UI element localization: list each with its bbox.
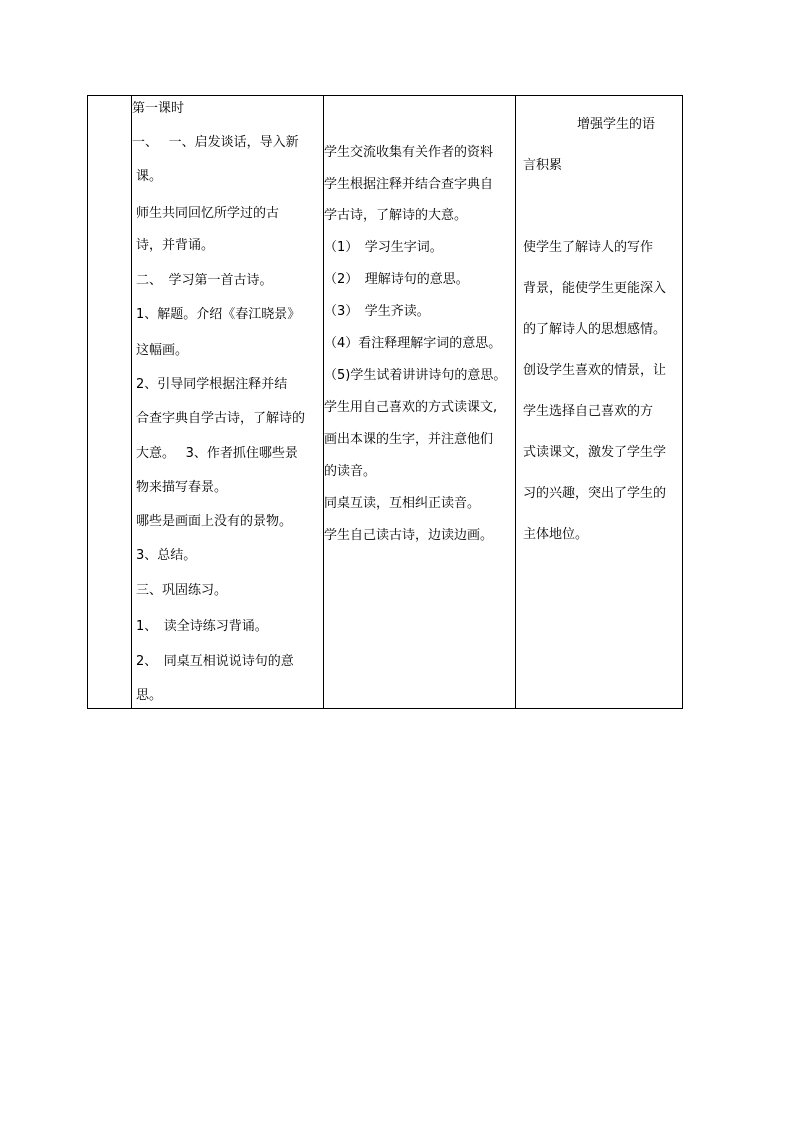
text-line: 师生共同回忆所学过的古 xyxy=(136,206,280,221)
text-line: 学生交流收集有关作者的资料 xyxy=(324,145,494,160)
text-line: 1、 读全诗练习背诵。 xyxy=(136,619,268,634)
text-line: 一、 一、启发谈话，导入新 xyxy=(132,135,299,150)
text-line: 学生选择自己喜欢的方 xyxy=(523,404,654,419)
text-line: 物来描写春景。 xyxy=(136,480,228,495)
text-line: 第一课时 xyxy=(132,101,185,116)
text-line: 2、引导同学根据注释并结 xyxy=(136,377,288,392)
text-line: 诗，并背诵。 xyxy=(136,238,215,253)
text-line: 课。 xyxy=(136,169,163,184)
text-line: 使学生了解诗人的写作 xyxy=(523,240,654,255)
text-line: （3） 学生齐读。 xyxy=(324,304,430,319)
text-line: 式读课文，激发了学生学 xyxy=(523,445,667,460)
text-line: 3、总结。 xyxy=(136,548,197,563)
text-line: （5)学生试着讲讲诗句的意思。 xyxy=(324,368,507,383)
text-line: 的了解诗人的思想感情。 xyxy=(523,322,667,337)
text-line: （2） 理解诗句的意思。 xyxy=(324,272,469,287)
text-line: 大意。 3、作者抓住哪些景 xyxy=(136,446,298,461)
text-line: 的读音。 xyxy=(324,464,377,479)
lesson-plan-table xyxy=(87,95,683,709)
text-line: 习的兴趣，突出了学生的 xyxy=(523,486,667,501)
text-line: 学生用自己喜欢的方式读课文, xyxy=(324,400,498,415)
teaching-process-cell xyxy=(132,96,323,708)
text-line: 二、 学习第一首古诗。 xyxy=(136,273,273,288)
text-line: 主体地位。 xyxy=(523,527,589,542)
text-line: 背景，能使学生更能深入 xyxy=(523,281,667,296)
text-line: 哪些是画面上没有的景物。 xyxy=(136,514,293,529)
design-intent-cell xyxy=(516,96,682,708)
text-line: 学生自己读古诗，边读边画。 xyxy=(324,528,494,543)
text-line: 思。 xyxy=(136,688,163,703)
text-line: 学生根据注释并结合查字典自 xyxy=(324,177,494,192)
text-line: 画出本课的生字，并注意他们 xyxy=(324,432,494,447)
text-line: 创设学生喜欢的情景，让 xyxy=(523,363,667,378)
text-line: （1） 学习生字词。 xyxy=(324,240,443,255)
text-line: 同桌互读，互相纠正读音。 xyxy=(324,496,481,511)
text-line: （4）看注释理解字词的意思。 xyxy=(324,336,502,351)
text-line: 言积累 xyxy=(523,158,563,173)
text-line: 这幅画。 xyxy=(136,343,189,358)
text-line: 增强学生的语 xyxy=(577,117,656,132)
student-activity-cell xyxy=(324,96,515,708)
text-line: 三、巩固练习。 xyxy=(136,583,228,598)
text-line: 2、 同桌互相说说诗句的意 xyxy=(136,654,294,669)
text-line: 学古诗，了解诗的大意。 xyxy=(324,208,468,223)
text-line: 合查字典自学古诗，了解诗的 xyxy=(136,411,306,426)
text-line: 1、解题。介绍《春江晓景》 xyxy=(136,307,301,322)
